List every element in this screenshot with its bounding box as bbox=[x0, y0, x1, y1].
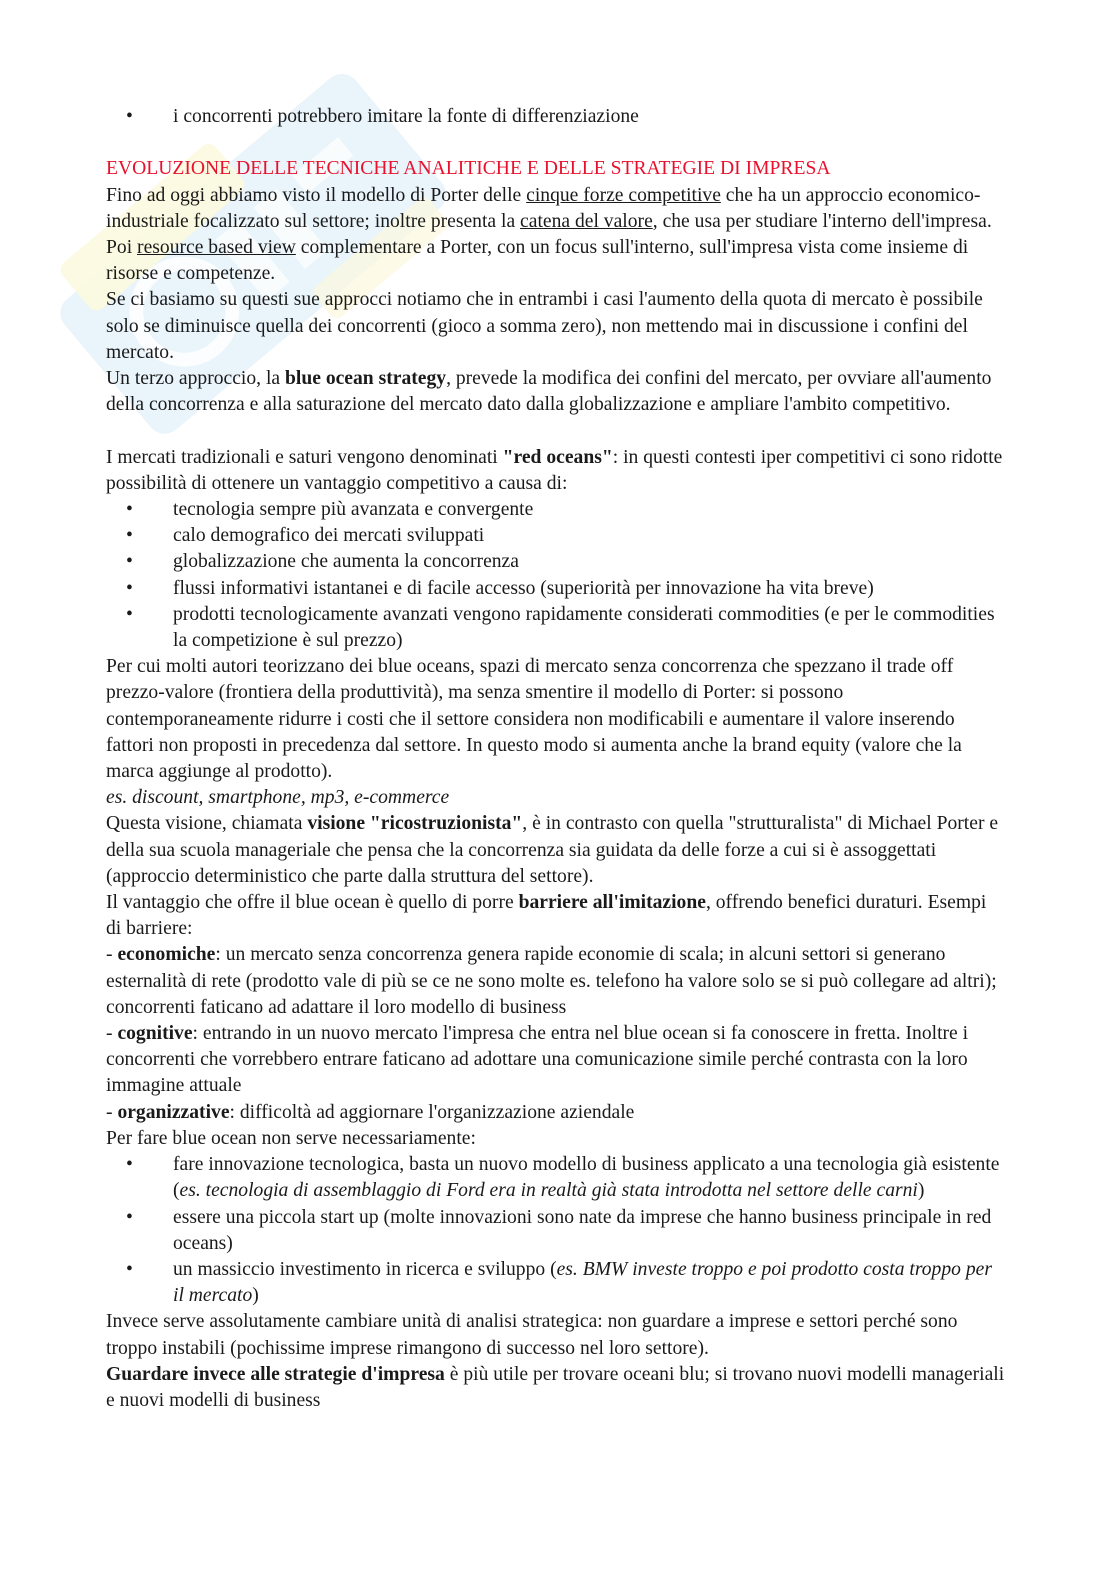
document-page bbox=[106, 104, 1006, 1414]
not-needed-list bbox=[106, 1152, 1006, 1309]
bold-term: Guardare invece alle strategie d'impresa bbox=[106, 1363, 445, 1385]
paragraph-not-needed: Per fare blue ocean non serve necessariamente: bbox=[106, 1127, 476, 1149]
list-item: • prodotti tecnologicamente avanzati vengono rapidamente considerati commodities (e per le commodities la competizione è sul prezzo) bbox=[106, 602, 1006, 654]
paragraph-conclusion: Guardare invece alle strategie d'impresa è più utile per trovare oceani blu; si trovano nuovi modelli manageriali e nuovi modelli di business bbox=[106, 1363, 1005, 1411]
section-title: EVOLUZIONE DELLE TECNICHE ANALITICHE E DELLE STRATEGIE DI IMPRESA bbox=[106, 158, 831, 180]
list-item: • tecnologia sempre più avanzata e convergente bbox=[106, 497, 1006, 523]
paragraph-unit-of-analysis: Invece serve assolutamente cambiare unità di analisi strategica: non guardare a imprese e settori perché sono troppo instabili (pochissime imprese rimangono di successo nel loro settore). bbox=[106, 1311, 958, 1359]
barrier-economiche: - economiche: un mercato senza concorrenza genera rapide economie di scala; in alcuni settori si generano esternalità di rete (prodotto vale di più se ce ne sono molte es. telefono ha valore solo se si può collegare ad altri); concorrenti faticano ad adattare il loro modello di business bbox=[106, 944, 997, 1018]
paragraph-zero-sum: Se ci basiamo su questi sue approcci notiamo che in entrambi i casi l'aumento della quota di mercato è possibile solo se diminuisce quella dei concorrenti (gioco a somma zero), non mettendo mai in discussione i confini del mercato. bbox=[106, 289, 983, 363]
bold-term: visione "ricostruzionista" bbox=[307, 813, 523, 835]
list-item: • i concorrenti potrebbero imitare la fonte di differenziazione bbox=[106, 104, 1006, 130]
red-ocean-causes-list bbox=[106, 497, 1006, 654]
list-item: • flussi informativi istantanei e di facile accesso (superiorità per innovazione ha vita breve) bbox=[106, 576, 1006, 602]
link-catena-valore: catena del valore bbox=[520, 210, 653, 232]
paragraph-blue-oceans-theory: Per cui molti autori teorizzano dei blue oceans, spazi di mercato senza concorrenza che spezzano il trade off prezzo-valore (frontiera della produttività), ma senza smentire il modello di Porter: si possono contemporaneamente ridurre i costi che il settore considera non modificabili e aumentare il valore inserendo fattori non proposti in precedenza dal settore. In questo modo si aumenta anche la brand equity (valore che la marca aggiunge al prodotto). bbox=[106, 656, 962, 783]
paragraph-ricostruzionista: Questa visione, chiamata visione "ricostruzionista", è in contrasto con quella "strutturalista" di Michael Porter e della sua scuola manageriale che pensa che la concorrenza sia guidata da delle forze a cui si è assoggettati (approccio deterministico che parte dalla struttura del settore). bbox=[106, 813, 999, 887]
examples-line: es. discount, smartphone, mp3, e-commerce bbox=[106, 787, 450, 809]
link-cinque-forze: cinque forze competitive bbox=[526, 184, 721, 206]
list-item: • essere una piccola start up (molte innovazioni sono nate da imprese che hanno business principale in red oceans) bbox=[106, 1205, 1006, 1257]
paragraph-red-oceans: I mercati tradizionali e saturi vengono denominati "red oceans": in questi contesti iper competitivi ci sono ridotte possibilità di ottenere un vantaggio competitivo a causa di: bbox=[106, 446, 1003, 494]
list-item: • calo demografico dei mercati sviluppati bbox=[106, 523, 1006, 549]
paragraph-barriers: Il vantaggio che offre il blue ocean è quello di porre barriere all'imitazione, offrendo benefici duraturi. Esempi di barriere: bbox=[106, 892, 987, 940]
list-item: • un massiccio investimento in ricerca e sviluppo (es. BMW investe troppo e poi prodotto costa troppo per il mercato) bbox=[106, 1257, 1006, 1309]
list-item: • globalizzazione che aumenta la concorrenza bbox=[106, 549, 1006, 575]
link-resource-based-view: resource based view bbox=[137, 237, 296, 258]
list-item: • fare innovazione tecnologica, basta un nuovo modello di business applicato a una tecnologia già esistente (es. tecnologia di assemblaggio di Ford era in realtà già stata introdotta nel settore delle carni) bbox=[106, 1152, 1006, 1204]
bold-term: barriere all'imitazione bbox=[518, 892, 706, 914]
bold-term: blue ocean strategy bbox=[284, 368, 447, 390]
paragraph-blue-ocean: Un terzo approccio, la blue ocean strategy, prevede la modifica dei confini del mercato, per ovviare all'aumento della concorrenza e alla saturazione del mercato dato dalla globalizzazione e ampliare l'ambito competitivo. bbox=[106, 368, 992, 416]
bold-term: "red oceans" bbox=[502, 446, 613, 468]
barrier-organizzative: - organizzative: difficoltà ad aggiornare l'organizzazione aziendale bbox=[106, 1101, 635, 1123]
intro-bullet-list bbox=[106, 104, 1006, 130]
paragraph-models: Fino ad oggi abbiamo visto il modello di Porter delle cinque forze competitive che ha un approccio economico-industriale focalizzato sul settore; inoltre presenta la catena del valore, che usa per studiare l'interno dell'impresa. Poi resource based view complementare a Porter, con un focus sull'interno, sull'impresa vista come insieme di risorse e competenze. bbox=[106, 184, 992, 285]
barrier-cognitive: - cognitive: entrando in un nuovo mercato l'impresa che entra nel blue ocean si fa conoscere in fretta. Inoltre i concorrenti che vorrebbero entrare faticano ad adottare una comunicazione simile perché contrasta con la loro immagine attuale bbox=[106, 1023, 969, 1097]
